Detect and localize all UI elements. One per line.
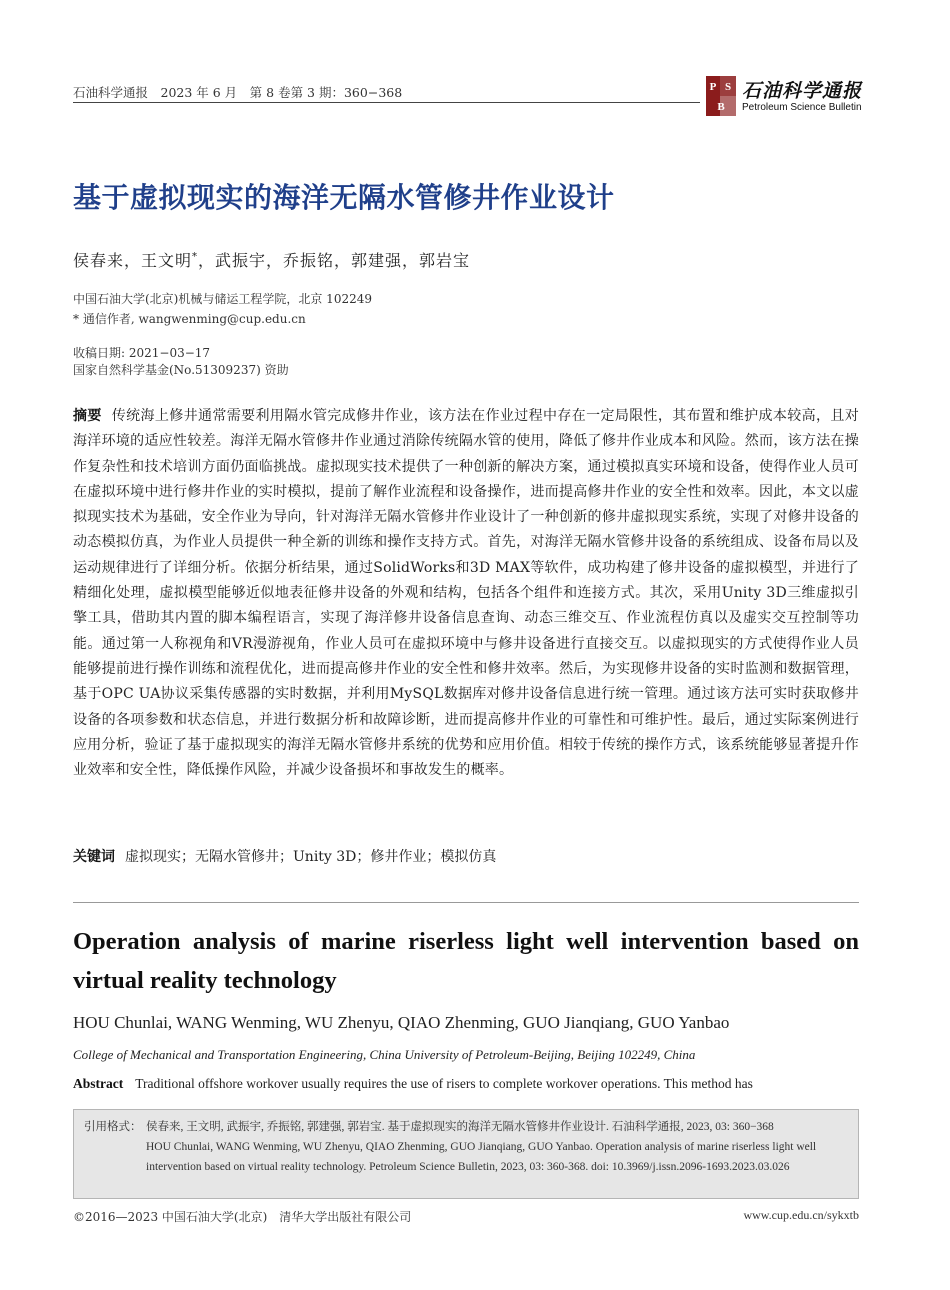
svg-text:B: B — [717, 101, 725, 113]
authors-cn-part2: ，武振宇，乔振铭，郭建强，郭岩宝 — [198, 251, 471, 270]
abstract-en-text: Traditional offshore workover usually requires the use of risers to complete workover operations. This method has — [135, 1076, 753, 1091]
corresponding-author: * 通信作者, wangwenming@cup.edu.cn — [73, 312, 306, 326]
svg-text:S: S — [724, 81, 732, 93]
psb-logo-icon — [706, 76, 736, 116]
authors-cn-part1: 侯春来，王文明 — [73, 251, 193, 270]
abstract-en — [73, 1076, 859, 1092]
journal-issue-line: 石油科学通报 2023 年 6 月 第 8 卷第 3 期：360−368 — [73, 85, 403, 100]
citation-text-cn: 侯春来, 王文明, 武振宇, 乔振铭, 郭建强, 郭岩宝. 基于虚拟现实的海洋无隔水管修井作业设计. 石油科学通报, 2023, 03: 360−368 — [146, 1121, 774, 1133]
affiliation-cn: 中国石油大学(北京)机械与储运工程学院，北京 102249 — [73, 292, 372, 306]
authors-en: HOU Chunlai, WANG Wenming, WU Zhenyu, QIAO Zhenming, GUO Jianqiang, GUO Yanbao — [73, 1013, 730, 1032]
authors-cn — [73, 248, 470, 271]
affiliation-en: College of Mechanical and Transportation Engineering, China University of Petroleum-Beijing, Beijing 102249, China — [73, 1047, 696, 1062]
citation-box — [73, 1109, 859, 1199]
journal-logo — [706, 76, 866, 120]
corresponding-mark: * — [192, 251, 199, 263]
abstract-cn-text: 传统海上修井通常需要利用隔水管完成修井作业，该方法在作业过程中存在一定局限性，其布置和维护成本较高，且对海洋环境的适应性较差。海洋无隔水管修井作业通过消除传统隔水管的使用，降低了修井作业成本和风险。然而，该方法在操作复杂性和技术培训方面仍面临挑战。虚拟现实技术提供了一种创新的解决方案，通过模拟真实环境和设备，使得作业人员可在虚拟环境中进行修井作业的实时模拟，提前了解作业流程和设备操作，进而提高修井作业的安全性和效率。因此，本文以虚拟现实技术为基础，安全作业为导向，针对海洋无隔水管修井作业设计了一种创新的修井虚拟现实系统，实现了对修井设备的动态模拟仿真，为作业人员提供一种全新的训练和操作支持方式。首先，对海洋无隔水管修井设备的系统组成、设备布局以及运动规律进行了详细分析。依据分析结果，通过SolidWorks和3D MAX等软件，成功构建了修井设备的虚拟模型，并进行了精细化处理，虚拟模型能够近似地表征修井设备的外观和结构，包括各个组件和连接方式。其次，采用Unity 3D三维虚拟引擎工具，借助其内置的脚本编程语言，实现了海洋修井设备信息查询、动态三维交互、作业流程仿真以及虚实交互控制等功能。通过第一人称视角和VR漫游视角，作业人员可在虚拟环境中与修井设备进行直接交互。以虚拟现实的方式使得作业人员能够提前进行操作训练和流程优化，进而提高修井作业的安全性和修井效率。然后，为实现修井设备的实时监测和数据管理，基于OPC UA协议采集传感器的实时数据，并利用MySQL数据库对修井设备信息进行统一管理。通过该方法可实时获取修井设备的各项参数和状态信息，并进行数据分析和故障诊断，进而提高修井作业的可靠性和可维护性。最后，通过实际案例进行应用分析，验证了基于虚拟现实的海洋无隔水管修井系统的优势和应用价值。相较于传统的操作方式，该系统能够显著提升作业效率和安全性，降低操作风险，并减少设备损坏和事故发生的概率。 — [73, 408, 859, 779]
paper-title-cn: 基于虚拟现实的海洋无隔水管修井作业设计 — [73, 181, 615, 214]
footer-url-link[interactable]: www.cup.edu.cn/sykxtb — [743, 1208, 859, 1222]
citation-text-en: HOU Chunlai, WANG Wenming, WU Zhenyu, QIAO Zhenming, GUO Jianqiang, GUO Yanbao. Operation analysis of marine riserless light well intervention based on virtual reality technology. Petroleum Science Bulletin, 2023, 03: 360-368. doi: 10.3969/j.issn.2096-1693.2023.03.026 — [146, 1141, 817, 1173]
footer-copyright: ©2016—2023 中国石油大学(北京) 清华大学出版社有限公司 — [73, 1210, 412, 1224]
paper-title-en: Operation analysis of marine riserless light well intervention based on virtual reality technology — [73, 928, 859, 994]
keywords-cn-label: 关键词 — [73, 849, 115, 865]
svg-text:P: P — [709, 81, 717, 93]
keywords-cn-text: 虚拟现实；无隔水管修井；Unity 3D；修井作业；模拟仿真 — [125, 849, 497, 865]
section-divider — [73, 902, 859, 903]
keywords-cn — [73, 846, 496, 866]
abstract-en-label: Abstract — [73, 1076, 124, 1091]
abstract-cn — [73, 404, 859, 783]
logo-journal-name-cn: 石油科学通报 — [742, 80, 863, 102]
citation-label: 引用格式： — [84, 1121, 142, 1133]
abstract-cn-label: 摘要 — [73, 408, 102, 424]
received-date: 收稿日期: 2021−03−17 — [73, 346, 211, 360]
logo-journal-name-en: Petroleum Science Bulletin — [742, 102, 862, 113]
header-rule — [73, 102, 700, 103]
funding: 国家自然科学基金(No.51309237) 资助 — [73, 363, 289, 377]
